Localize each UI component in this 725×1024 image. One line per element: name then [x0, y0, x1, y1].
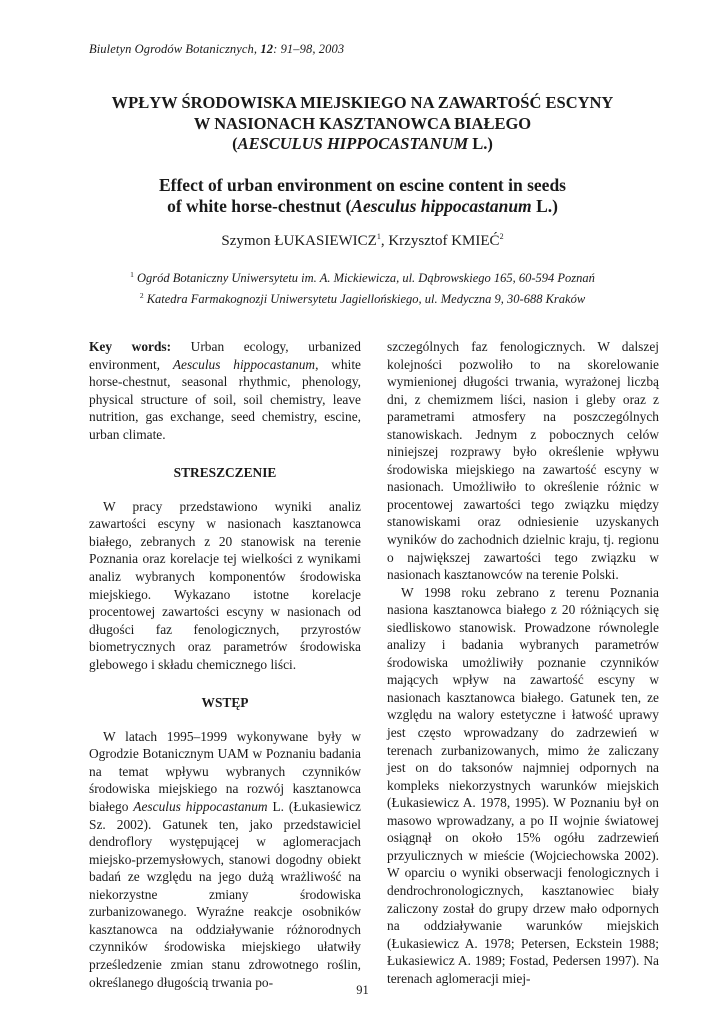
page-number: 91: [356, 983, 369, 997]
wstep-paragraph-2: W 1998 roku zebrano z terenu Poznania nasiona kasztanowca białego z 20 różniących się siedliskowo stanowisk. Prowadzone równolegle analizy i badania wybranych parametrów środowiska umożliwiły poznanie czynników mających wpływ na zawartość escyny w nasionach kasztanowca białego. Gatunek ten, ze względu na walory estetyczne i łatwość uprawy jest często wprowadzany do zadrzewień w terenach zurbanizowanych, mimo że zaliczany jest on do taksonów najmniej odpornych na kompleks niekorzystnych warunków miejskich (Łukasiewicz A. 1978, 1995). W Poznaniu był on masowo wprowadzany, a po II wojnie światowej osiągnął on około 15% ogółu zadrzewień przyulicznych w mieście (Wojciechowska 2002). W oparciu o wyniki obserwacji fenologicznych i dendrochronologicznych, kasztanowiec biały zaliczony został do grupy drzew mało odpornych na oddziaływanie warunków miejskich (Łukasiewicz A. 1978; Petersen, Eckstein 1988; Łukasiewicz A. 1989; Fostad, Pedersen 1997). Na terenach aglomeracji miej-: [387, 584, 659, 986]
affiliation-2-mark: 2: [139, 291, 144, 300]
keywords-part1: Urban ecology, urbanized environment,: [89, 339, 361, 372]
affiliations: [60, 266, 665, 308]
title-english-line2-start: of white horse-chestnut (: [167, 196, 352, 216]
left-column: [89, 338, 361, 991]
journal-pages: : 91–98, 2003: [273, 42, 345, 56]
keywords-label: Key words:: [89, 339, 172, 354]
keywords-species: Aesculus hippocastanum: [172, 356, 316, 372]
author-2: Krzysztof KMIEĆ: [388, 233, 500, 249]
affiliation-1: [60, 266, 665, 287]
affiliation-2-text: Katedra Farmakognozji Uniwersytetu Jagiellońskiego, ul. Medyczna 9, 30-688 Kraków: [143, 292, 586, 306]
wstep-p1-part-b: L. (Łukasiewicz Sz. 2002). Gatunek ten, jako przedstawiciel dendroflory występującej w aglomeracjach miejsko-przemysłowych, stanowi dogodny obiekt badań ze względu na jego dużą wrażliwość na niekorzystne zmiany środowiska zurbanizowanego. Wyraźne reakcje osobników kasztanowca na oddziaływanie różnorodnych czynników środowiska miejskiego ułatwiły prześledzenie zmian stanu zdrowotnego roślin, określanego długością trwania po-: [89, 799, 362, 990]
wstep-paragraph-1: [89, 728, 361, 991]
affiliation-2: [60, 287, 665, 308]
affiliation-1-text: Ogród Botaniczny Uniwersytetu im. A. Mickiewicza, ul. Dąbrowskiego 165, 60-594 Poznań: [133, 271, 595, 285]
keywords-part2: , white horse-chestnut, seasonal rhythmic, phenology, physical structure of soil, soil chemistry, leave nutrition, gas exchange, seed chemistry, escine, urban climate.: [89, 356, 362, 442]
title-english-line2-end: L.): [531, 196, 558, 216]
title-polish-paren: (: [232, 134, 238, 153]
journal-name: Biuletyn Ogrodów Botanicznych,: [89, 42, 258, 56]
wstep-p1-part-a: W latach 1995–1999 wykonywane były w Ogrodzie Botanicznym UAM w Poznaniu badania na temat wpływu wybranych czynników środowiska miejskiego na rozwój kasztanowca białego: [89, 728, 361, 815]
wstep-paragraph-1-continued: szczególnych faz fenologicznych. W dalszej kolejności pozwoliło to na skorelowanie wymienionej długości trwania, wyrażonej liczbą dni, z chemizmem liści, nasion i gleby oraz z parametrami atmosfery na poszczególnych stanowiskach. Jednym z pobocznych celów niniejszej rozprawy było określenie wpływu środowiska miejskiego na zawartość escyny w nasionach. Umożliwiło to określenie różnic w procentowej zawartości tego związku między stanowiskami oraz odniesienie uzyskanych wyników do zachodnich dzielnic kraju, tj. regionu o największej zawartości tego związku w nasionach kasztanowców na terenie Polski.: [387, 339, 659, 583]
title-polish-line1: WPŁYW ŚRODOWISKA MIEJSKIEGO NA ZAWARTOŚĆ ESCYNY: [111, 93, 614, 112]
title-polish-species: AESCULUS HIPPOCASTANUM: [237, 134, 469, 153]
title-polish: [70, 93, 655, 155]
author-1: Szymon ŁUKASIEWICZ: [221, 233, 377, 249]
title-english: [70, 175, 655, 217]
section-heading-streszczenie: STRESZCZENIE: [173, 465, 277, 481]
author-2-affil: 2: [499, 232, 504, 241]
title-english-line1: Effect of urban environment on escine content in seeds: [158, 175, 566, 195]
affiliation-1-mark: 1: [130, 270, 134, 279]
streszczenie-text: W pracy przedstawiono wyniki analiz zawartości escyny w nasionach kasztanowca białego, zebranych z 20 stanowisk na terenie Poznania oraz korelacje tej wielkości z wynikami analiz wybranych komponentów środowiska miejskiego. Wykazano istotne korelacje procentowej zawartości escyny w nasionach od długości faz fenologicznych, przyrostów biometrycznych oraz parametrów środowiska glebowego i składu chemicznego liści.: [89, 498, 361, 672]
journal-volume: 12: [260, 42, 274, 56]
keywords: [89, 338, 361, 443]
title-polish-line3: [70, 134, 655, 155]
title-polish-line2: W NASIONACH KASZTANOWCA BIAŁEGO: [193, 113, 532, 133]
authors: [70, 232, 655, 250]
wstep-p1-species: Aesculus hippocastanum: [133, 799, 268, 815]
section-heading-wstep: WSTĘP: [201, 695, 249, 711]
author-separator: ,: [380, 233, 389, 249]
title-english-species: Aesculus hippocastanum: [351, 196, 532, 216]
title-english-line2: [70, 196, 655, 217]
title-polish-author: L.): [468, 134, 493, 153]
journal-citation: [89, 42, 344, 57]
right-column: [387, 338, 659, 987]
author-1-affil: 1: [376, 232, 381, 241]
